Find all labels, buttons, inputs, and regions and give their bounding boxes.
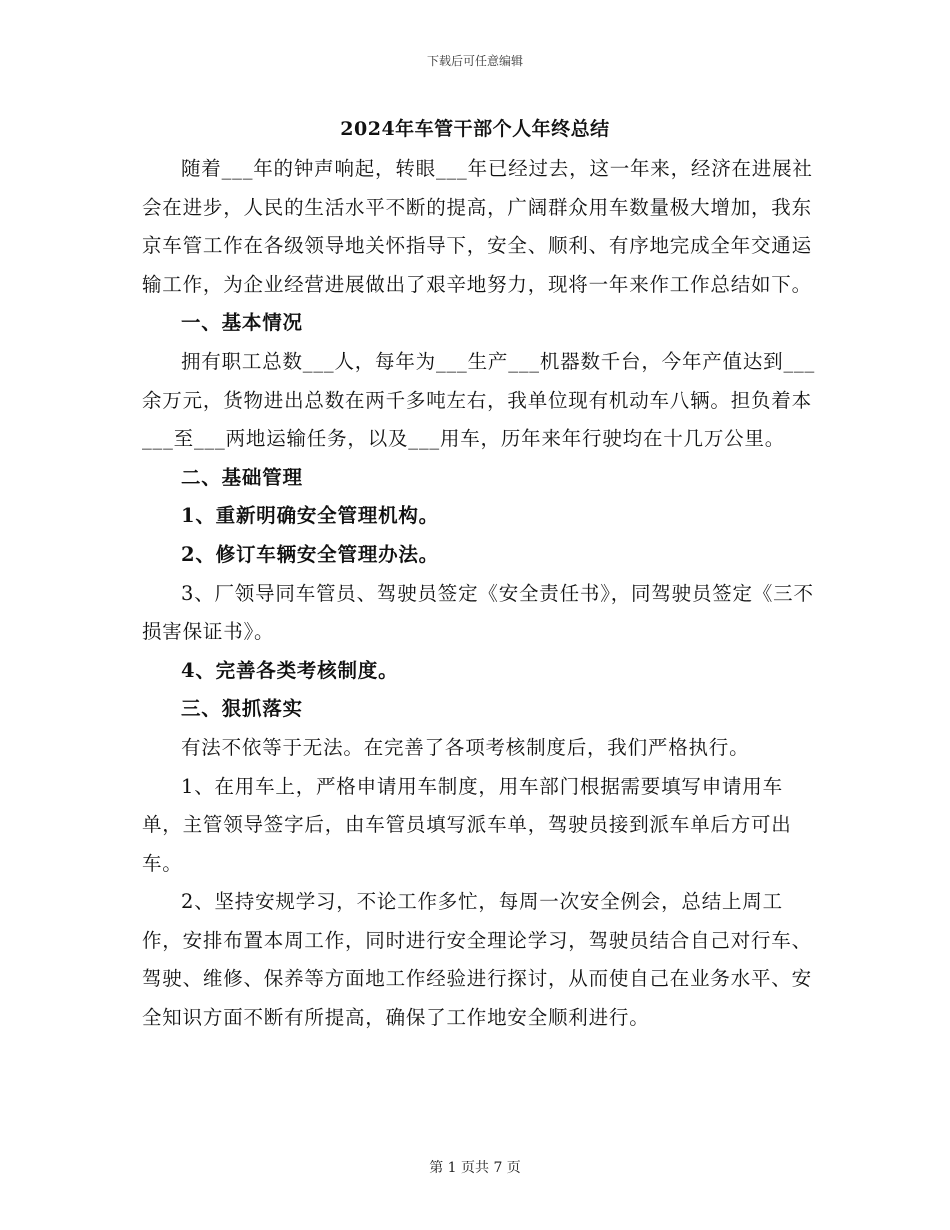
management-item-2: 2、修订车辆安全管理办法。 bbox=[181, 542, 439, 566]
document-title: 2024年车管干部个人年终总结 bbox=[340, 118, 610, 140]
section-heading-implementation: 三、狠抓落实 bbox=[181, 697, 303, 721]
management-item-1: 1、重新明确安全管理机构。 bbox=[181, 504, 439, 528]
management-item-3: 3、厂领导同车管员、驾驶员签定《安全责任书》，同驾驶员签定《三不损害保证书》。 bbox=[142, 581, 814, 644]
implementation-intro: 有法不依等于无法。在完善了各项考核制度后，我们严格执行。 bbox=[181, 735, 750, 759]
basic-info-paragraph: 拥有职工总数___人，每年为___生产___机器数千台，今年产值达到___余万元，货物进出总数在两千多吨左右，我单位现有机动车八辆。担负着本___至___两地运输任务，以及___用车，历年来年行驶均在十几万公里。 bbox=[142, 349, 816, 451]
document-body bbox=[142, 150, 822, 1038]
section-heading-management: 二、基础管理 bbox=[181, 465, 303, 489]
implementation-item-2: 2、坚持安规学习，不论工作多忙，每周一次安全例会，总结上周工作，安排布置本周工作，同时进行安全理论学习，驾驶员结合自己对行车、驾驶、维修、保养等方面地工作经验进行探讨，从而使自己在业务水平、安全知识方面不断有所提高，确保了工作地安全顺利进行。 bbox=[142, 890, 812, 1030]
section-heading-basic: 一、基本情况 bbox=[181, 311, 303, 335]
management-item-4: 4、完善各类考核制度。 bbox=[181, 658, 399, 682]
implementation-item-1: 1、在用车上，严格申请用车制度，用车部门根据需要填写申请用车单，主管领导签字后，由车管员填写派车单，驾驶员接到派车单后方可出车。 bbox=[142, 774, 792, 875]
intro-paragraph: 随着___年的钟声响起，转眼___年已经过去，这一年来，经济在进展社会在进步，人民的生活水平不断的提高，广阔群众用车数量极大增加，我东京车管工作在各级领导地关怀指导下，安全、顺利、有序地完成全年交通运输工作，为企业经营进展做出了艰辛地努力，现将一年来作工作总结如下。 bbox=[142, 157, 813, 296]
header-note: 下载后可任意编辑 bbox=[426, 54, 523, 68]
page-footer: 第 1 页共 7 页 bbox=[429, 1160, 521, 1176]
